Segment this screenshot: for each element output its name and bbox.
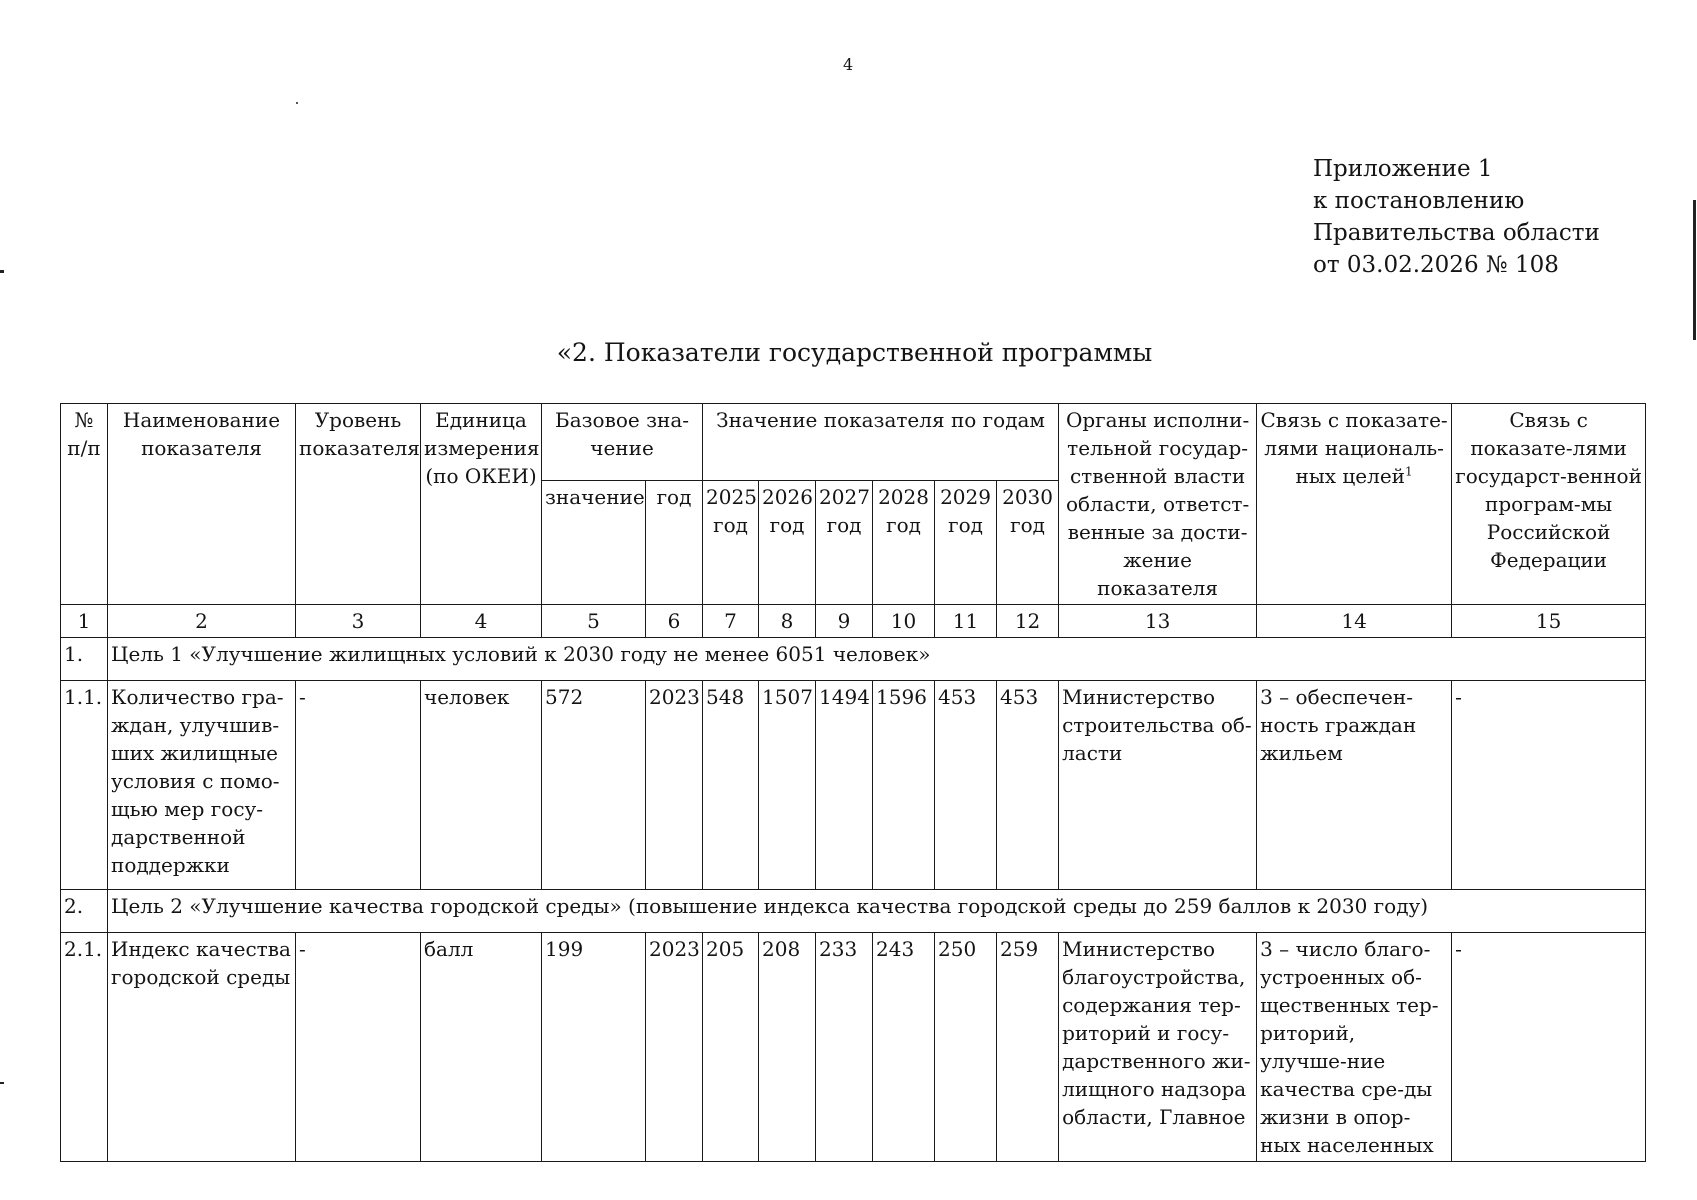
column-number: 11 — [935, 605, 997, 638]
header-year-2026: 2026 год — [759, 480, 816, 604]
row-value-2027: 1494 — [816, 681, 873, 890]
goal-text: Цель 2 «Улучшение качества городской среды» (повышение индекса качества городской среды до 259 баллов к 2030 году) — [108, 890, 1646, 933]
header-organs: Органы исполни-тельной государ-ственной власти области, ответст-венные за дости-жение показателя — [1059, 404, 1257, 605]
appendix-line: Приложение 1 — [1313, 156, 1493, 182]
column-number: 14 — [1257, 605, 1452, 638]
row-num: 2.1. — [61, 933, 108, 1162]
row-value-2029: 250 — [935, 933, 997, 1162]
column-number: 5 — [542, 605, 646, 638]
row-organs: Министерство строительства об-ласти — [1059, 681, 1257, 890]
row-federal: - — [1452, 933, 1646, 1162]
row-value-2027: 233 — [816, 933, 873, 1162]
header-years-group: Значение показателя по годам — [703, 404, 1059, 481]
header-unit: Единица измерения (по ОКЕИ) — [421, 404, 542, 605]
left-edge-mark — [0, 1082, 4, 1084]
header-year-2029: 2029 год — [935, 480, 997, 604]
appendix-line: Правительства области — [1313, 220, 1600, 246]
goal-row — [61, 638, 1646, 681]
header-national — [1257, 404, 1452, 605]
row-organs: Министерство благоустройства, содержания тер-риторий и госу-дарственного жи-лищного надзора области, Главное — [1059, 933, 1257, 1162]
column-number: 13 — [1059, 605, 1257, 638]
goal-num: 2. — [61, 890, 108, 933]
column-number: 3 — [296, 605, 421, 638]
column-number: 10 — [873, 605, 935, 638]
right-edge-mark — [1693, 200, 1696, 340]
row-value-2025: 548 — [703, 681, 759, 890]
goal-row — [61, 890, 1646, 933]
table-row — [61, 681, 1646, 890]
header-year-2025: 2025 год — [703, 480, 759, 604]
row-name: Индекс качества городской среды — [108, 933, 296, 1162]
row-value-2030: 453 — [997, 681, 1059, 890]
row-level: - — [296, 681, 421, 890]
row-base-value: 199 — [542, 933, 646, 1162]
row-base-value: 572 — [542, 681, 646, 890]
header-year-2030: 2030 год — [997, 480, 1059, 604]
page-number: 4 — [843, 55, 854, 74]
column-number: 1 — [61, 605, 108, 638]
column-number: 12 — [997, 605, 1059, 638]
row-value-2026: 1507 — [759, 681, 816, 890]
row-national: 3 – обеспечен-ность граждан жильем — [1257, 681, 1452, 890]
row-value-2026: 208 — [759, 933, 816, 1162]
footnote-marker: 1 — [1405, 464, 1413, 479]
row-value-2030: 259 — [997, 933, 1059, 1162]
row-national: 3 – число благо-устроенных об-щественных тер-риторий, улучше-ние качества сре-ды жизни в опор-ных населенных — [1257, 933, 1452, 1162]
header-year-2028: 2028 год — [873, 480, 935, 604]
goal-text: Цель 1 «Улучшение жилищных условий к 2030 году не менее 6051 человек» — [108, 638, 1646, 681]
row-value-2025: 205 — [703, 933, 759, 1162]
column-number: 2 — [108, 605, 296, 638]
appendix-stamp — [1313, 153, 1600, 281]
header-federal: Связь с показате-лями государст-венной програм-мы Российской Федерации — [1452, 404, 1646, 605]
row-unit: человек — [421, 681, 542, 890]
header-level: Уровень показателя — [296, 404, 421, 605]
section-title — [0, 338, 1697, 367]
header-base: Базовое зна-чение — [542, 404, 703, 481]
table-row — [61, 933, 1646, 1162]
section-title-text: «2. Показатели государственной программы — [556, 338, 1153, 367]
column-number: 8 — [759, 605, 816, 638]
column-number: 15 — [1452, 605, 1646, 638]
column-number: 6 — [646, 605, 703, 638]
header-national-text: Связь с показате-лями националь-ных целей — [1260, 408, 1448, 488]
appendix-line: от 03.02.2026 № 108 — [1313, 252, 1559, 278]
column-number: 7 — [703, 605, 759, 638]
header-row — [61, 404, 1646, 481]
appendix-line: к постановлению — [1313, 188, 1525, 214]
row-value-2028: 1596 — [873, 681, 935, 890]
row-base-year: 2023 — [646, 933, 703, 1162]
header-year-2027: 2027 год — [816, 480, 873, 604]
row-num: 1.1. — [61, 681, 108, 890]
row-level: - — [296, 933, 421, 1162]
header-base-value: значение — [542, 480, 646, 604]
column-numbers-row — [61, 605, 1646, 638]
header-name: Наименование показателя — [108, 404, 296, 605]
header-num: № п/п — [61, 404, 108, 605]
left-edge-mark — [0, 270, 4, 273]
row-name: Количество гра-ждан, улучшив-ших жилищные условия с помо-щью мер госу-дарственной поддержки — [108, 681, 296, 890]
header-base-year: год — [646, 480, 703, 604]
scan-speck — [296, 102, 298, 104]
goal-num: 1. — [61, 638, 108, 681]
row-base-year: 2023 — [646, 681, 703, 890]
indicators-table — [60, 403, 1646, 1162]
row-federal: - — [1452, 681, 1646, 890]
column-number: 4 — [421, 605, 542, 638]
column-number: 9 — [816, 605, 873, 638]
row-value-2029: 453 — [935, 681, 997, 890]
row-value-2028: 243 — [873, 933, 935, 1162]
row-unit: балл — [421, 933, 542, 1162]
